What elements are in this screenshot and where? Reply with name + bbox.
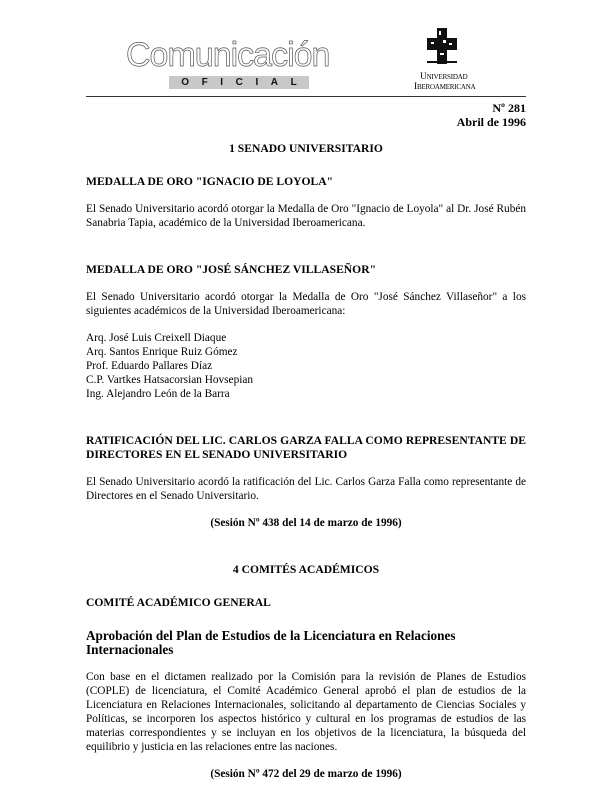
item-body-plan-estudios: Con base en el dictamen realizado por la Comisión para la revisión de Planes de Estudios (COPLE) de licenciatura, el Comité Académico General aprobó el plan de estudios de la Licenciatura en Relaciones Internacionales, solicitando al departamento de Ciencias Sociales y Políticas, se incorporen los aspectos histórico y cultural en los programas de estudios de las materias correspondientes y se incluyan en los objetivos de la licenciatura, la búsqueda del equilibrio y justicia en las relaciones entre las naciones. [86, 671, 526, 753]
subsection-heading-comite-general: COMITÉ ACADÉMICO GENERAL [86, 596, 271, 609]
item-title-plan-estudios: Aprobación del Plan de Estudios de la Licenciatura en Relaciones Internacionales [86, 628, 456, 657]
item-body-medalla-sanchez: El Senado Universitario acordó otorgar la Medalla de Oro "José Sánchez Villaseñor" a los siguientes académicos de la Universidad Iberoamericana: [86, 291, 526, 317]
item-title-medalla-loyola: MEDALLA DE ORO "IGNACIO DE LOYOLA" [86, 175, 334, 188]
band-letter: O [181, 77, 190, 88]
band-letter: I [220, 77, 224, 88]
section-heading-senado: 1 SENADO UNIVERSITARIO [229, 142, 383, 155]
recipients-list [86, 331, 526, 401]
university-logo [412, 28, 512, 90]
band-letter: F [201, 77, 208, 88]
list-item: Arq. Santos Enrique Ruiz Gómez [86, 346, 238, 358]
masthead-title: Comunicación [126, 36, 330, 74]
masthead-band-oficial [169, 76, 309, 89]
list-item: Prof. Eduardo Pallares Díaz [86, 360, 213, 372]
issue-number: Nº 281 [492, 101, 526, 115]
header-divider [86, 96, 526, 97]
logo-universidad: Universidad [420, 72, 468, 82]
item-body-medalla-loyola: El Senado Universitario acordó otorgar la Medalla de Oro "Ignacio de Loyola" al Dr. José Rubén Sanabria Tapia, académico de la Universidad Iberoamericana. [86, 203, 526, 229]
issue-info [457, 101, 526, 129]
item-body-ratificacion: El Senado Universitario acordó la ratificación del Lic. Carlos Garza Falla como representante de Directores en el Senado Universitario. [86, 476, 526, 502]
section-heading-comites: 4 COMITÉS ACADÉMICOS [232, 563, 380, 576]
document-body [86, 142, 526, 781]
band-letter: A [270, 77, 279, 88]
list-item: C.P. Vartkes Hatsacorsian Hovsepian [86, 374, 254, 386]
list-item: Arq. José Luis Creixell Diaque [86, 332, 227, 344]
issue-date: Abril de 1996 [456, 115, 526, 129]
item-title-ratificacion: RATIFICACIÓN DEL LIC. CARLOS GARZA FALLA COMO REPRESENTANTE DE DIRECTORES EN EL SENADO UNIVERSITARIO [86, 434, 526, 461]
session-note-472: (Sesión Nº 472 del 29 de marzo de 1996) [210, 768, 402, 780]
masthead [126, 38, 356, 94]
session-note-438: (Sesión Nº 438 del 14 de marzo de 1996) [210, 517, 402, 529]
band-letter: C [235, 77, 243, 88]
logo-iberoamericana: Iberoamericana [414, 82, 476, 92]
item-title-medalla-sanchez: MEDALLA DE ORO "JOSÉ SÁNCHEZ VILLASEÑOR" [86, 263, 377, 276]
university-emblem-icon [427, 28, 457, 64]
band-letter: I [255, 77, 259, 88]
band-letter: L [290, 77, 297, 88]
list-item: Ing. Alejandro León de la Barra [86, 388, 230, 400]
